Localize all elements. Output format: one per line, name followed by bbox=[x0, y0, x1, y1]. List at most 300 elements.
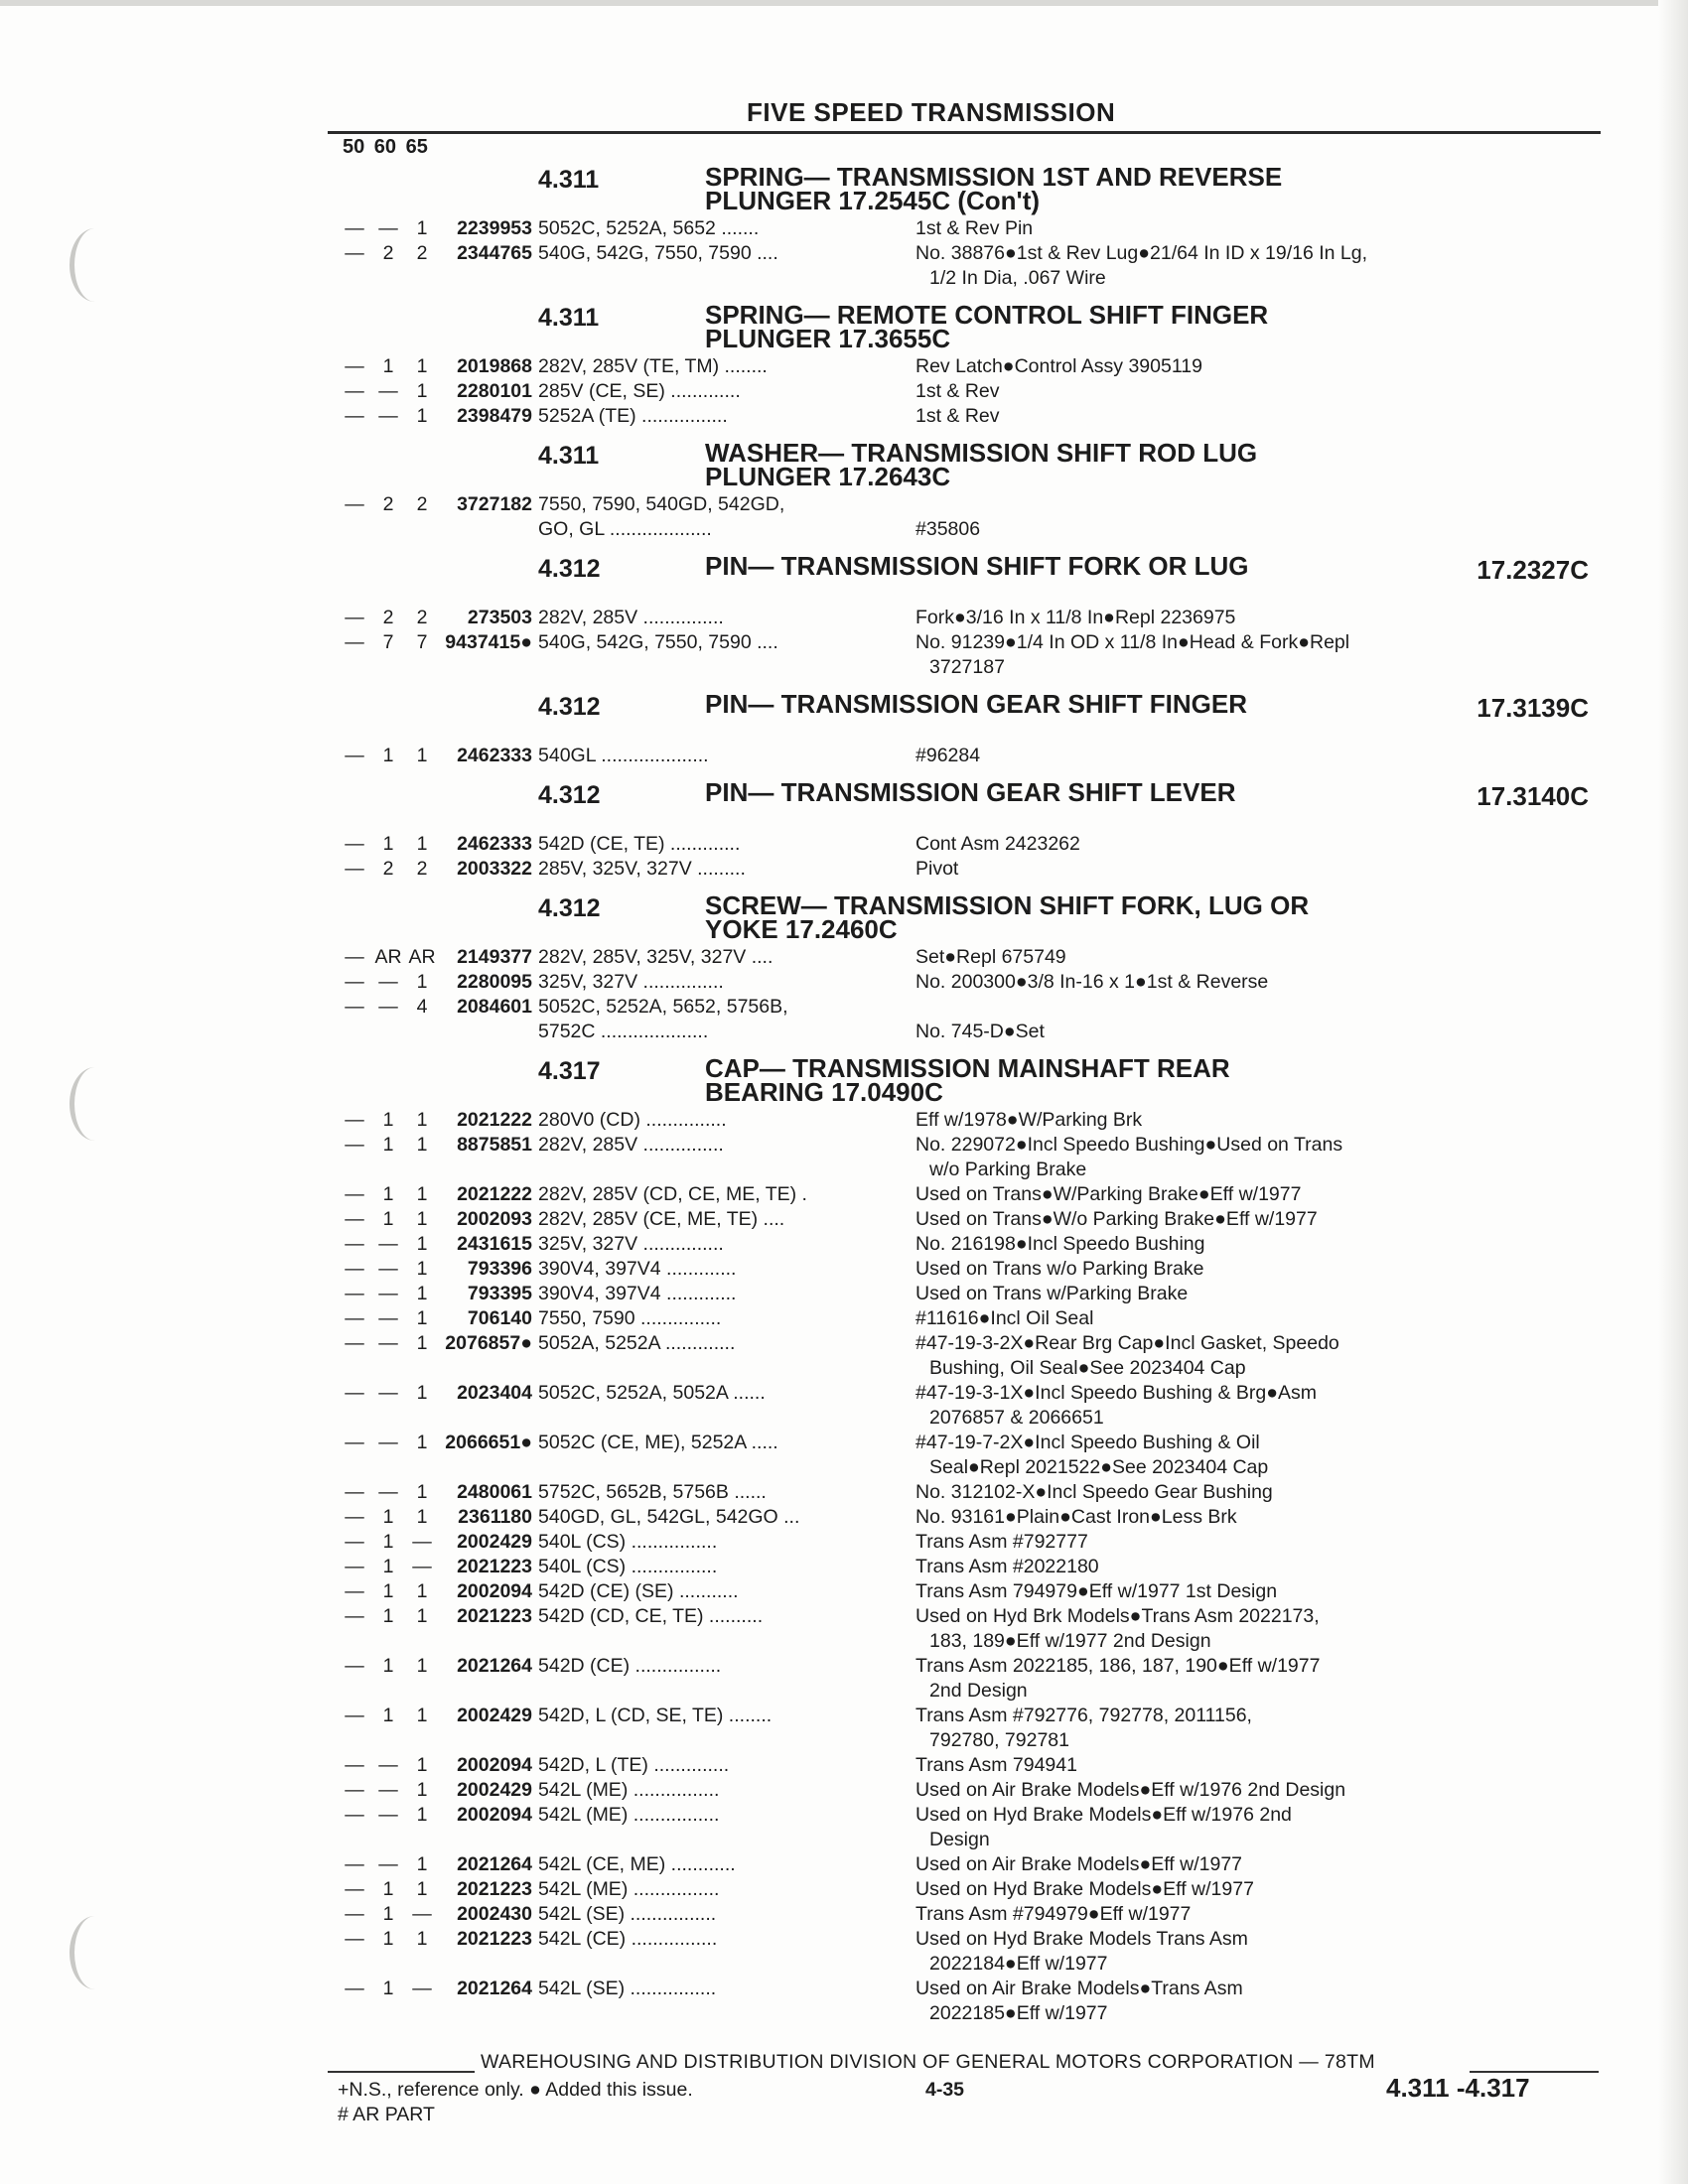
part-row bbox=[338, 517, 1609, 542]
part-number: 2019868 bbox=[457, 355, 532, 377]
section-header bbox=[338, 891, 1609, 945]
part-row bbox=[338, 744, 1609, 768]
part-number: 2002094 bbox=[457, 1580, 532, 1602]
description-line: Fork●3/16 In x 11/8 In●Repl 2236975 bbox=[915, 607, 1236, 628]
description-line: Seal●Repl 2021522●See 2023404 Cap bbox=[929, 1456, 1269, 1478]
description-line: Trans Asm 2022185, 186, 187, 190●Eff w/1977 bbox=[915, 1655, 1321, 1677]
section-gap bbox=[338, 882, 1609, 887]
qty-1950: — bbox=[345, 631, 364, 653]
part-description bbox=[908, 517, 1609, 542]
part-description bbox=[908, 1381, 1609, 1431]
description-line: Trans Asm 794979●Eff w/1977 1st Design bbox=[915, 1580, 1278, 1602]
part-description bbox=[908, 1431, 1609, 1480]
part-row bbox=[338, 1704, 1609, 1753]
description-line: #96284 bbox=[915, 745, 981, 766]
qty-1965: 1 bbox=[416, 380, 428, 402]
part-description bbox=[908, 1927, 1609, 1977]
qty-1960: 1 bbox=[382, 745, 394, 766]
part-number: 2002094 bbox=[457, 1804, 532, 1826]
description-line: Used on Hyd Brk Models●Trans Asm 2022173, bbox=[915, 1605, 1320, 1627]
qty-1960: 1 bbox=[382, 1134, 394, 1156]
part-number: 2002094 bbox=[457, 1754, 532, 1776]
model-list: 282V, 285V (CD, CE, ME, TE) . bbox=[538, 1183, 807, 1205]
section-gap bbox=[338, 291, 1609, 297]
qty-1960: 7 bbox=[382, 631, 394, 653]
section-ref: 17.3139C bbox=[1477, 693, 1589, 723]
part-description bbox=[908, 1704, 1609, 1753]
qty-1950: — bbox=[345, 1705, 364, 1726]
qty-1965: 1 bbox=[416, 1754, 428, 1776]
description-line: Used on Air Brake Models●Eff w/1977 bbox=[915, 1853, 1243, 1875]
qty-1965: 1 bbox=[416, 1928, 428, 1950]
description-line: 792780, 792781 bbox=[929, 1729, 1069, 1751]
qty-1950: — bbox=[345, 1208, 364, 1230]
qty-1960: — bbox=[378, 1332, 398, 1354]
part-row bbox=[338, 1803, 1609, 1852]
part-row bbox=[338, 1133, 1609, 1182]
qty-1960: 1 bbox=[382, 1109, 394, 1131]
part-description bbox=[908, 1579, 1609, 1604]
qty-1960: — bbox=[378, 1754, 398, 1776]
part-description bbox=[908, 1877, 1609, 1902]
qty-1965: 1 bbox=[416, 1134, 428, 1156]
description-line: 1st & Rev bbox=[915, 405, 1000, 427]
part-number: 2344765 bbox=[457, 242, 532, 264]
part-row bbox=[338, 1927, 1609, 1977]
part-description bbox=[908, 1654, 1609, 1704]
part-row bbox=[338, 1505, 1609, 1530]
section-code: 4.312 bbox=[538, 781, 601, 809]
qty-1950: — bbox=[345, 1233, 364, 1255]
qty-1965: 1 bbox=[416, 1804, 428, 1826]
part-description bbox=[908, 995, 1609, 1020]
part-number: 2480061 bbox=[457, 1481, 532, 1503]
part-row bbox=[338, 1579, 1609, 1604]
part-number bbox=[439, 517, 532, 542]
model-list: 542D (CD, CE, TE) .......... bbox=[538, 1605, 764, 1627]
part-description bbox=[908, 1306, 1609, 1331]
part-number: 2280095 bbox=[457, 971, 532, 993]
description-line: Used on Hyd Brake Models●Eff w/1977 bbox=[915, 1878, 1254, 1900]
scan-edge-right bbox=[1658, 0, 1688, 2184]
part-number: 793395 bbox=[467, 1283, 532, 1304]
part-row bbox=[338, 1480, 1609, 1505]
description-line: Trans Asm #792776, 792778, 2011156, bbox=[915, 1705, 1252, 1726]
part-description bbox=[908, 1902, 1609, 1927]
model-list: 542L (ME) ................ bbox=[538, 1779, 720, 1801]
part-row bbox=[338, 1654, 1609, 1704]
part-row bbox=[338, 354, 1609, 379]
part-number: 2002429 bbox=[457, 1779, 532, 1801]
part-row bbox=[338, 1381, 1609, 1431]
qty-1950: — bbox=[345, 1556, 364, 1577]
qty-1960: — bbox=[378, 217, 398, 239]
qty-1965: 1 bbox=[416, 1605, 428, 1627]
description-line: 2nd Design bbox=[929, 1680, 1028, 1702]
part-number bbox=[439, 1020, 532, 1044]
description-line: Design bbox=[929, 1829, 990, 1850]
section-code: 4.312 bbox=[538, 693, 601, 721]
part-number: 2462333 bbox=[457, 745, 532, 766]
qty-1960: 1 bbox=[382, 355, 394, 377]
qty-1965: 1 bbox=[416, 1705, 428, 1726]
part-number: 2462333 bbox=[457, 833, 532, 855]
qty-1950: — bbox=[345, 1531, 364, 1553]
description-line: Trans Asm #2022180 bbox=[915, 1556, 1099, 1577]
qty-1950: — bbox=[345, 745, 364, 766]
section-gap bbox=[338, 2026, 1609, 2032]
section-header bbox=[338, 1054, 1609, 1108]
binder-hole-top bbox=[70, 228, 120, 302]
qty-1960: — bbox=[378, 1307, 398, 1329]
model-list: 540L (CS) ................ bbox=[538, 1556, 718, 1577]
qty-1950: — bbox=[345, 1903, 364, 1925]
section-gap bbox=[338, 768, 1609, 774]
qty-1950: — bbox=[345, 996, 364, 1018]
section-title: SPRING— REMOTE CONTROL SHIFT FINGER PLUNGER 17.3655C bbox=[705, 300, 1269, 353]
model-list: 325V, 327V ............... bbox=[538, 1233, 724, 1255]
qty-1965: 1 bbox=[416, 1779, 428, 1801]
qty-1960: 1 bbox=[382, 1556, 394, 1577]
part-row bbox=[338, 832, 1609, 857]
qty-1950: — bbox=[345, 405, 364, 427]
part-description bbox=[908, 970, 1609, 995]
qty-1950: — bbox=[345, 1382, 364, 1404]
part-description bbox=[908, 606, 1609, 630]
qty-1965: 1 bbox=[416, 1853, 428, 1875]
part-description bbox=[908, 630, 1609, 680]
description-line: No. 216198●Incl Speedo Bushing bbox=[915, 1233, 1205, 1255]
qty-1965: 4 bbox=[416, 996, 428, 1018]
qty-1950: — bbox=[345, 1580, 364, 1602]
qty-1965: 7 bbox=[416, 631, 428, 653]
part-row bbox=[338, 1778, 1609, 1803]
qty-1960: — bbox=[378, 1481, 398, 1503]
qty-1950: — bbox=[345, 1878, 364, 1900]
part-row bbox=[338, 1604, 1609, 1654]
qty-1950: — bbox=[345, 1481, 364, 1503]
part-description bbox=[908, 1977, 1609, 2026]
description-line: Eff w/1978●W/Parking Brk bbox=[915, 1109, 1143, 1131]
model-list: 282V, 285V ............... bbox=[538, 607, 724, 628]
qty-1960: 1 bbox=[382, 1705, 394, 1726]
qty-1950: — bbox=[345, 1655, 364, 1677]
part-number: 8875851 bbox=[457, 1134, 532, 1156]
part-number: 2021223 bbox=[457, 1556, 532, 1577]
qty-1965: 1 bbox=[416, 1506, 428, 1528]
qty-1950: — bbox=[345, 1134, 364, 1156]
section-code: 4.311 bbox=[538, 304, 600, 332]
part-description bbox=[908, 1480, 1609, 1505]
description-line: Cont Asm 2423262 bbox=[915, 833, 1080, 855]
section-title: WASHER— TRANSMISSION SHIFT ROD LUG PLUNGER 17.2643C bbox=[705, 438, 1258, 491]
part-row bbox=[338, 1282, 1609, 1306]
qty-1965: 1 bbox=[416, 1432, 428, 1453]
part-number: 2021222 bbox=[457, 1183, 532, 1205]
qty-1950: — bbox=[345, 1183, 364, 1205]
qty-1965: 1 bbox=[416, 1332, 428, 1354]
part-row bbox=[338, 1530, 1609, 1555]
part-description bbox=[908, 1133, 1609, 1182]
model-list: 542D, L (TE) .............. bbox=[538, 1754, 730, 1776]
qty-1965: 1 bbox=[416, 1208, 428, 1230]
model-list: 542L (CE, ME) ............ bbox=[538, 1853, 736, 1875]
qty-1960: — bbox=[378, 1804, 398, 1826]
page-title: FIVE SPEED TRANSMISSION bbox=[747, 97, 1116, 127]
part-description bbox=[908, 1182, 1609, 1207]
model-list: 5752C .................... bbox=[538, 1021, 709, 1042]
section-header bbox=[338, 163, 1609, 216]
part-row bbox=[338, 1306, 1609, 1331]
qty-1960: 2 bbox=[382, 607, 394, 628]
binder-hole-middle bbox=[70, 1067, 120, 1141]
qty-1965: — bbox=[412, 1556, 432, 1577]
qty-1960: 1 bbox=[382, 1580, 394, 1602]
parts-listing bbox=[338, 159, 1609, 2032]
description-line: No. 93161●Plain●Cast Iron●Less Brk bbox=[915, 1506, 1237, 1528]
qty-1950: — bbox=[345, 1258, 364, 1280]
qty-1960: — bbox=[378, 1233, 398, 1255]
qty-1965: 1 bbox=[416, 1283, 428, 1304]
section-header bbox=[338, 690, 1609, 744]
qty-1950: — bbox=[345, 380, 364, 402]
qty-1950: — bbox=[345, 833, 364, 855]
description-line: No. 38876●1st & Rev Lug●21/64 In ID x 19/16 In Lg, bbox=[915, 242, 1368, 264]
part-description bbox=[908, 1803, 1609, 1852]
model-list: 5052C, 5252A, 5652, 5756B, bbox=[538, 996, 788, 1018]
qty-1965: 1 bbox=[416, 217, 428, 239]
qty-1950: — bbox=[345, 946, 364, 968]
qty-1960: 1 bbox=[382, 833, 394, 855]
qty-1960: — bbox=[378, 405, 398, 427]
qty-1965: 1 bbox=[416, 1109, 428, 1131]
part-description bbox=[908, 1505, 1609, 1530]
part-description bbox=[908, 1753, 1609, 1778]
qty-1960: 2 bbox=[382, 242, 394, 264]
description-line: #47-19-7-2X●Incl Speedo Bushing & Oil bbox=[915, 1432, 1260, 1453]
part-description bbox=[908, 241, 1609, 291]
part-number: 2002429 bbox=[457, 1531, 532, 1553]
qty-1965 bbox=[405, 1020, 439, 1044]
part-description bbox=[908, 1232, 1609, 1257]
model-list: 540G, 542G, 7550, 7590 .... bbox=[538, 242, 778, 264]
qty-1965: 1 bbox=[416, 1481, 428, 1503]
qty-1950: — bbox=[345, 1978, 364, 1999]
part-row bbox=[338, 1852, 1609, 1877]
description-line: 2022185●Eff w/1977 bbox=[929, 2002, 1108, 2024]
qty-1960: 1 bbox=[382, 1605, 394, 1627]
page-range: 4.311 -4.317 bbox=[1386, 2073, 1530, 2103]
section-gap bbox=[338, 429, 1609, 435]
section-header bbox=[338, 552, 1609, 606]
model-list: 5052C (CE, ME), 5252A ..... bbox=[538, 1432, 778, 1453]
model-list: 282V, 285V ............... bbox=[538, 1134, 724, 1156]
part-number: 2021223 bbox=[457, 1605, 532, 1627]
section-header bbox=[338, 778, 1609, 832]
qty-1965: 1 bbox=[416, 1258, 428, 1280]
part-number: 2002430 bbox=[457, 1903, 532, 1925]
part-row bbox=[338, 1902, 1609, 1927]
model-list: 540G, 542G, 7550, 7590 .... bbox=[538, 631, 778, 653]
model-list: 7550, 7590 ............... bbox=[538, 1307, 722, 1329]
qty-1960: — bbox=[378, 1432, 398, 1453]
model-list: 282V, 285V, 325V, 327V .... bbox=[538, 946, 774, 968]
qty-1965: 1 bbox=[416, 1382, 428, 1404]
description-line: 1st & Rev bbox=[915, 380, 1000, 402]
qty-1965 bbox=[405, 517, 439, 542]
qty-1960: — bbox=[378, 1779, 398, 1801]
part-description bbox=[908, 216, 1609, 241]
qty-1965: — bbox=[412, 1903, 432, 1925]
part-description bbox=[908, 1257, 1609, 1282]
model-list: 390V4, 397V4 ............. bbox=[538, 1258, 737, 1280]
description-line: Trans Asm 794941 bbox=[915, 1754, 1077, 1776]
model-list: 542D (CE) (SE) ........... bbox=[538, 1580, 739, 1602]
qty-1950 bbox=[338, 1020, 371, 1044]
description-line: Used on Trans w/Parking Brake bbox=[915, 1283, 1189, 1304]
description-line: #47-19-3-1X●Incl Speedo Bushing & Brg●Asm bbox=[915, 1382, 1318, 1404]
description-line: Trans Asm #794979●Eff w/1977 bbox=[915, 1903, 1192, 1925]
part-description bbox=[908, 945, 1609, 970]
qty-1950: — bbox=[345, 1754, 364, 1776]
qty-1965: 1 bbox=[416, 1580, 428, 1602]
qty-1950: — bbox=[345, 971, 364, 993]
part-description bbox=[908, 1852, 1609, 1877]
qty-1950: — bbox=[345, 1928, 364, 1950]
part-number: 2021264 bbox=[457, 1853, 532, 1875]
description-line: 1st & Rev Pin bbox=[915, 217, 1034, 239]
part-number: 706140 bbox=[467, 1307, 532, 1329]
qty-1960: — bbox=[378, 971, 398, 993]
qty-1965: — bbox=[412, 1978, 432, 1999]
qty-1960: AR bbox=[374, 946, 402, 968]
model-list: 390V4, 397V4 ............. bbox=[538, 1283, 737, 1304]
part-number: 2002429 bbox=[457, 1705, 532, 1726]
part-number: 2084601 bbox=[457, 996, 532, 1018]
description-line: No. 312102-X●Incl Speedo Gear Bushing bbox=[915, 1481, 1273, 1503]
part-number: 9437415● bbox=[445, 631, 532, 653]
qty-1950: — bbox=[345, 607, 364, 628]
qty-1960: 2 bbox=[382, 858, 394, 880]
part-description bbox=[908, 832, 1609, 857]
section-header bbox=[338, 301, 1609, 354]
description-line: #11616●Incl Oil Seal bbox=[915, 1307, 1094, 1329]
model-list: 5052C, 5252A, 5652 ....... bbox=[538, 217, 760, 239]
description-line: #35806 bbox=[915, 518, 981, 540]
section-title: PIN— TRANSMISSION SHIFT FORK OR LUG bbox=[705, 551, 1249, 581]
part-description bbox=[908, 857, 1609, 882]
qty-1965: 1 bbox=[416, 1307, 428, 1329]
part-number: 2280101 bbox=[457, 380, 532, 402]
description-line: 183, 189●Eff w/1977 2nd Design bbox=[929, 1630, 1211, 1652]
section-ref: 17.2327C bbox=[1477, 555, 1589, 585]
model-list: 280V0 (CD) ............... bbox=[538, 1109, 727, 1131]
qty-1960: 1 bbox=[382, 1531, 394, 1553]
qty-1965: 2 bbox=[416, 858, 428, 880]
qty-1965: 1 bbox=[416, 1655, 428, 1677]
part-number: 2021222 bbox=[457, 1109, 532, 1131]
section-code: 4.311 bbox=[538, 442, 600, 470]
model-list: 540GL .................... bbox=[538, 745, 709, 766]
description-line: 2022184●Eff w/1977 bbox=[929, 1953, 1108, 1975]
model-list: 542D (CE) ................ bbox=[538, 1655, 722, 1677]
part-number: 793396 bbox=[467, 1258, 532, 1280]
description-line: Rev Latch●Control Assy 3905119 bbox=[915, 355, 1202, 377]
part-number: 2002093 bbox=[457, 1208, 532, 1230]
part-row bbox=[338, 1753, 1609, 1778]
legend-line-2: # AR PART bbox=[338, 2104, 435, 2125]
part-number: 2149377 bbox=[457, 946, 532, 968]
qty-1960: — bbox=[378, 1283, 398, 1304]
qty-1960: — bbox=[378, 996, 398, 1018]
part-description bbox=[908, 1108, 1609, 1133]
part-description bbox=[908, 1778, 1609, 1803]
section-title: SCREW— TRANSMISSION SHIFT FORK, LUG OR YOKE 17.2460C bbox=[705, 890, 1310, 944]
qty-1950: — bbox=[345, 1283, 364, 1304]
qty-1960: 2 bbox=[382, 493, 394, 515]
scan-edge-top bbox=[0, 0, 1688, 6]
description-line: Used on Air Brake Models●Eff w/1976 2nd Design bbox=[915, 1779, 1346, 1801]
description-line: #47-19-3-2X●Rear Brg Cap●Incl Gasket, Speedo bbox=[915, 1332, 1339, 1354]
part-row bbox=[338, 857, 1609, 882]
description-line: w/o Parking Brake bbox=[929, 1159, 1087, 1180]
model-list: 540GD, GL, 542GL, 542GO ... bbox=[538, 1506, 800, 1528]
part-row bbox=[338, 404, 1609, 429]
qty-1950: — bbox=[345, 1779, 364, 1801]
model-list: 5752C, 5652B, 5756B ...... bbox=[538, 1481, 767, 1503]
model-list: 7550, 7590, 540GD, 542GD, bbox=[538, 493, 785, 515]
legend-line-1: +N.S., reference only. ● Added this issue. bbox=[338, 2079, 693, 2101]
part-number: 2066651● bbox=[445, 1432, 532, 1453]
part-description bbox=[908, 744, 1609, 768]
section-header bbox=[338, 439, 1609, 492]
part-description bbox=[908, 1604, 1609, 1654]
qty-1960: 1 bbox=[382, 1878, 394, 1900]
part-row bbox=[338, 945, 1609, 970]
qty-1965: 2 bbox=[416, 242, 428, 264]
model-list: 542L (SE) ................ bbox=[538, 1903, 717, 1925]
qty-1950: — bbox=[345, 1332, 364, 1354]
description-line: Used on Hyd Brake Models Trans Asm bbox=[915, 1928, 1248, 1950]
part-description bbox=[908, 1331, 1609, 1381]
qty-1950: — bbox=[345, 1109, 364, 1131]
part-row bbox=[338, 1020, 1609, 1044]
model-list: 5252A (TE) ................ bbox=[538, 405, 728, 427]
part-description bbox=[908, 492, 1609, 517]
model-list: 542L (CE) ................ bbox=[538, 1928, 718, 1950]
part-description bbox=[908, 1282, 1609, 1306]
qty-1950: — bbox=[345, 1432, 364, 1453]
part-description bbox=[908, 1207, 1609, 1232]
qty-1960: 1 bbox=[382, 1978, 394, 1999]
binder-hole-bottom bbox=[70, 1916, 120, 1989]
qty-1965: 2 bbox=[416, 493, 428, 515]
part-row bbox=[338, 1182, 1609, 1207]
qty-1960: 1 bbox=[382, 1928, 394, 1950]
qty-1965: 1 bbox=[416, 745, 428, 766]
part-row bbox=[338, 1431, 1609, 1480]
header-rule bbox=[328, 131, 1601, 134]
year-columns-header: 50 60 65 bbox=[343, 136, 428, 158]
description-line: Used on Trans●W/o Parking Brake●Eff w/1977 bbox=[915, 1208, 1318, 1230]
qty-1950: — bbox=[345, 1506, 364, 1528]
part-number: 2021264 bbox=[457, 1655, 532, 1677]
section-gap bbox=[338, 1044, 1609, 1050]
part-number: 2361180 bbox=[458, 1506, 532, 1528]
qty-1960: — bbox=[378, 1853, 398, 1875]
part-row bbox=[338, 1555, 1609, 1579]
qty-1950: — bbox=[345, 1853, 364, 1875]
